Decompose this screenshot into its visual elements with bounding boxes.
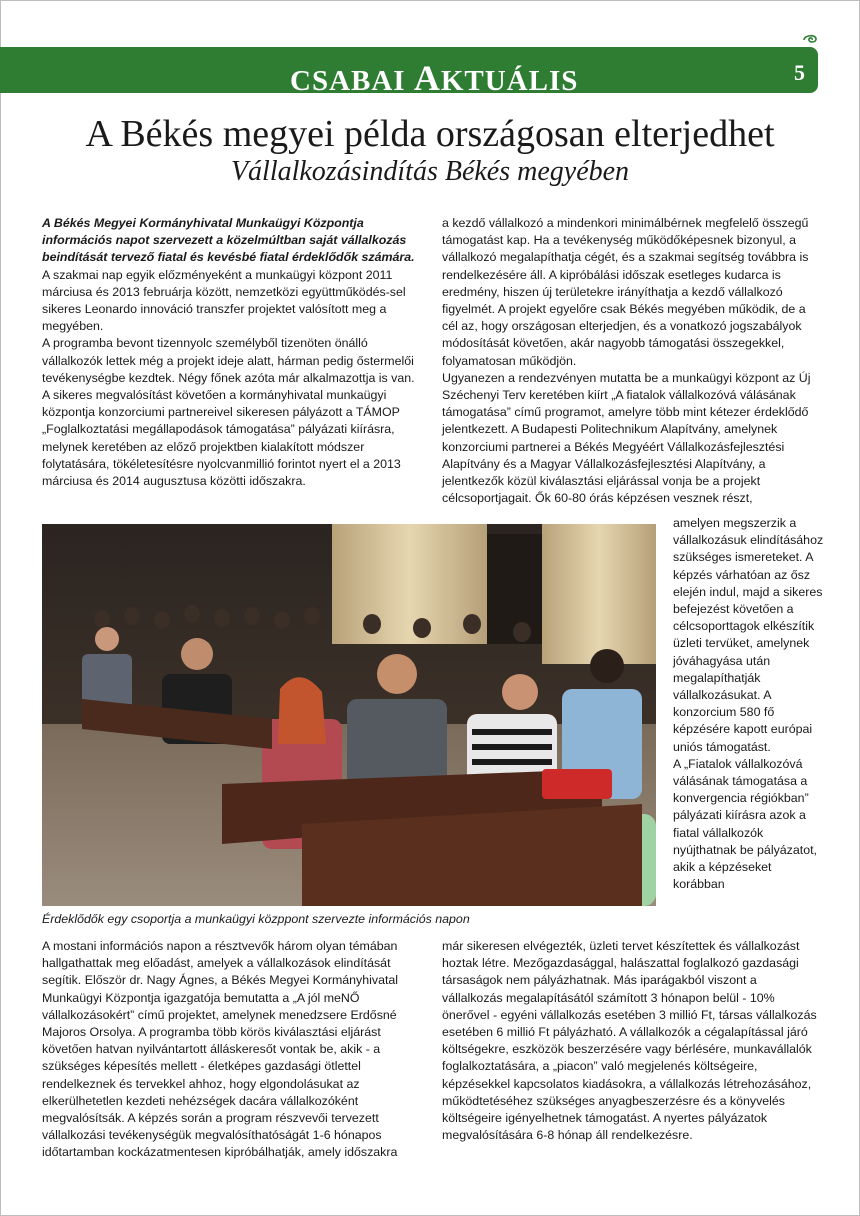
paragraph: A programba bevont tizennyolc személyből tizenöten önálló vállalkozók lettek még a projekt ideje alatt, hárman pedig őstermelői tevékenységbe kezdtek. Négy főnek azóta már alkalmazottja is van. A sikeres megvalósítást követően a kormányhivatal munkaügyi központja konzorciumi partnereivel sikeresen pályázott a TÁMOP „Foglalkoztatási megállapodások támogatása” pályázati kiírásra, melynek keretében az előző projektben kialakított módszer folytatására, tökéletesítésre nyolcvanmillió forintot nyert el a 2013 márciusa és 2014 augusztusa közötti időszakra. bbox=[42, 336, 415, 489]
column-2 bbox=[442, 215, 820, 507]
column-1 bbox=[42, 215, 420, 490]
paragraph: A mostani információs napon a résztvevők három olyan témában hallgathattak meg előadást, amelyek a vállalkozások elindítását segítik. Először dr. Nagy Ágnes, a Békés Megyei Kormányhivatal Munkaügyi Központja igazgatója bemutatta a „A jól meNŐ vállalkozásokért” című projektet, amelynek menedzsere Erdősné Majoros Orsolya. A programba több körös kiválasztási eljárást követően hatvan nyilvántartott álláskeresőt vontak be, akik - a szükséges képesítés mellett - életképes gazdasági ötlettel rendelkeznek és tervekkel ahhoz, hogy elgondolásukat az elkerülhetetlen kezdeti nehézségek dacára vállalkozóként megvalósítsák. A képzés során a program részvevői tervezett vállalkozási tevékenységük megvalósíthatóságát 1-6 hónapos időtartamban kockázatmentesen kipróbálhatják, amely időszakra bbox=[42, 939, 399, 1160]
paragraph: a kezdő vállalkozó a mindenkori minimálbérnek megfelelő összegű támogatást kap. Ha a tevékenység működőképesnek bizonyul, a vállalkozó megalapíthatja cégét, és a szakmai segítség továbbra is rendelkezésére áll. A kipróbálási időszak esetleges kudarca is eredmény, hiszen új területekre irányíthatja a kezdő vállalkozó figyelmét. A projekt egyelőre csak Békés megyében működik, de a cél az, hogy országosan elterjedjen, és a vonatkozó jogszabályok módosítását követően, akár nagyobb támogatási összegekkel, folyamatosan működjön. bbox=[442, 216, 809, 368]
paragraph: A „Fiatalok vállalkozóvá válásának támogatása a konvergencia régiókban” pályázati kiírásra azok a fiatal vállalkozók nyújthatnak be pályázatot, akik a képzéseket korábban bbox=[673, 756, 817, 892]
article-lead: A Békés Megyei Kormányhivatal Munkaügyi Központja információs napot szervezett a közelmúltban saját vállalkozás beindítását tervező fiatal és kevésbé fiatal érdeklődők számára. bbox=[42, 216, 415, 265]
article-headline: A Békés megyei példa országosan elterjedhet bbox=[85, 113, 775, 155]
page-number: 5 bbox=[794, 60, 805, 85]
paragraph: A szakmai nap egyik előzményeként a munkaügyi központ 2011 márciusa és 2013 februárja között, nemzetközi együttműködés-sel sikeres Leonardo innováció transzfer projektet valósított meg a megyében. bbox=[42, 267, 406, 334]
swirl-ornament-icon bbox=[801, 32, 819, 46]
paragraph: már sikeresen elvégezték, üzleti tervet készítettek és vállalkozást hoztak létre. Mezőgazdasággal, halászattal foglalkozó gazdasági társaságok nem pályázhatnak. Más iparágakból viszont a vállalkozás megalapításától számított 3 hónapon belül - 10% önerővel - egyéni vállalkozás esetében 3 millió Ft, társas vállalkozás esetében 6 millió Ft pályázható. A vállalkozók a cégalapítással járó költségekre, eszközök beszerzésére vagy bérlésére, munkavállalók foglalkoztatására, a „piacon” való megjelenés költségeire, képzésekkel kapcsolatos kiadásokra, a vállalkozás létrehozásához, működtetéséhez szükséges anyagbeszerzésre és a könyvelés költségeire igényelhetnek támogatást. A nyertes pályázatok megvalósítására 6-8 hónap áll rendelkezésre. bbox=[442, 939, 817, 1143]
paragraph: amelyen megszerzik a vállalkozásuk elindításához szükséges ismereteket. A képzés várhatóan az ősz elején indul, majd a sikeres befejezést követően a célcsoporttagok elkészítik üzleti tervüket, amelynek jóváhagyása után megalapíthatják vállalkozásukat. A konzorcium 580 fő képzésére kapott európai uniós támogatást. bbox=[673, 516, 824, 754]
column-4 bbox=[42, 938, 420, 1162]
column-5 bbox=[442, 938, 820, 1144]
audience-illustration bbox=[42, 524, 656, 906]
magazine-title-part2: KTUÁLIS bbox=[440, 65, 579, 97]
paragraph: Ugyanezen a rendezvényen mutatta be a munkaügyi központ az Új Széchenyi Terv keretében kiírt „A fiatalok vállalkozóvá válásának támogatása” című programot, amelyre több mint kétezer érdeklődő jelentkezett. A Budapesti Politechnikum Alapítvány, amelynek konzorciumi partnerei a Békés Megyéért Vállalkozásfejlesztési Alapítvány és a Magyar Vállalkozásfejlesztési Alapítvány, a jelentkezők közül kiválasztási eljárással vonja be a projekt célcsoportjagait. Ők 60-80 órás képzésen vesznek részt, bbox=[442, 370, 811, 506]
event-photo bbox=[42, 524, 656, 906]
magazine-title-part1: CSABAI bbox=[290, 65, 414, 97]
article-subheadline: Vállalkozásindítás Békés megyében bbox=[230, 156, 630, 187]
magazine-title bbox=[290, 57, 578, 99]
photo-caption: Érdeklődők egy csoportja a munkaügyi közppont szervezte információs napon bbox=[42, 912, 470, 926]
column-3 bbox=[673, 515, 825, 893]
magazine-title-cap: A bbox=[413, 58, 441, 98]
